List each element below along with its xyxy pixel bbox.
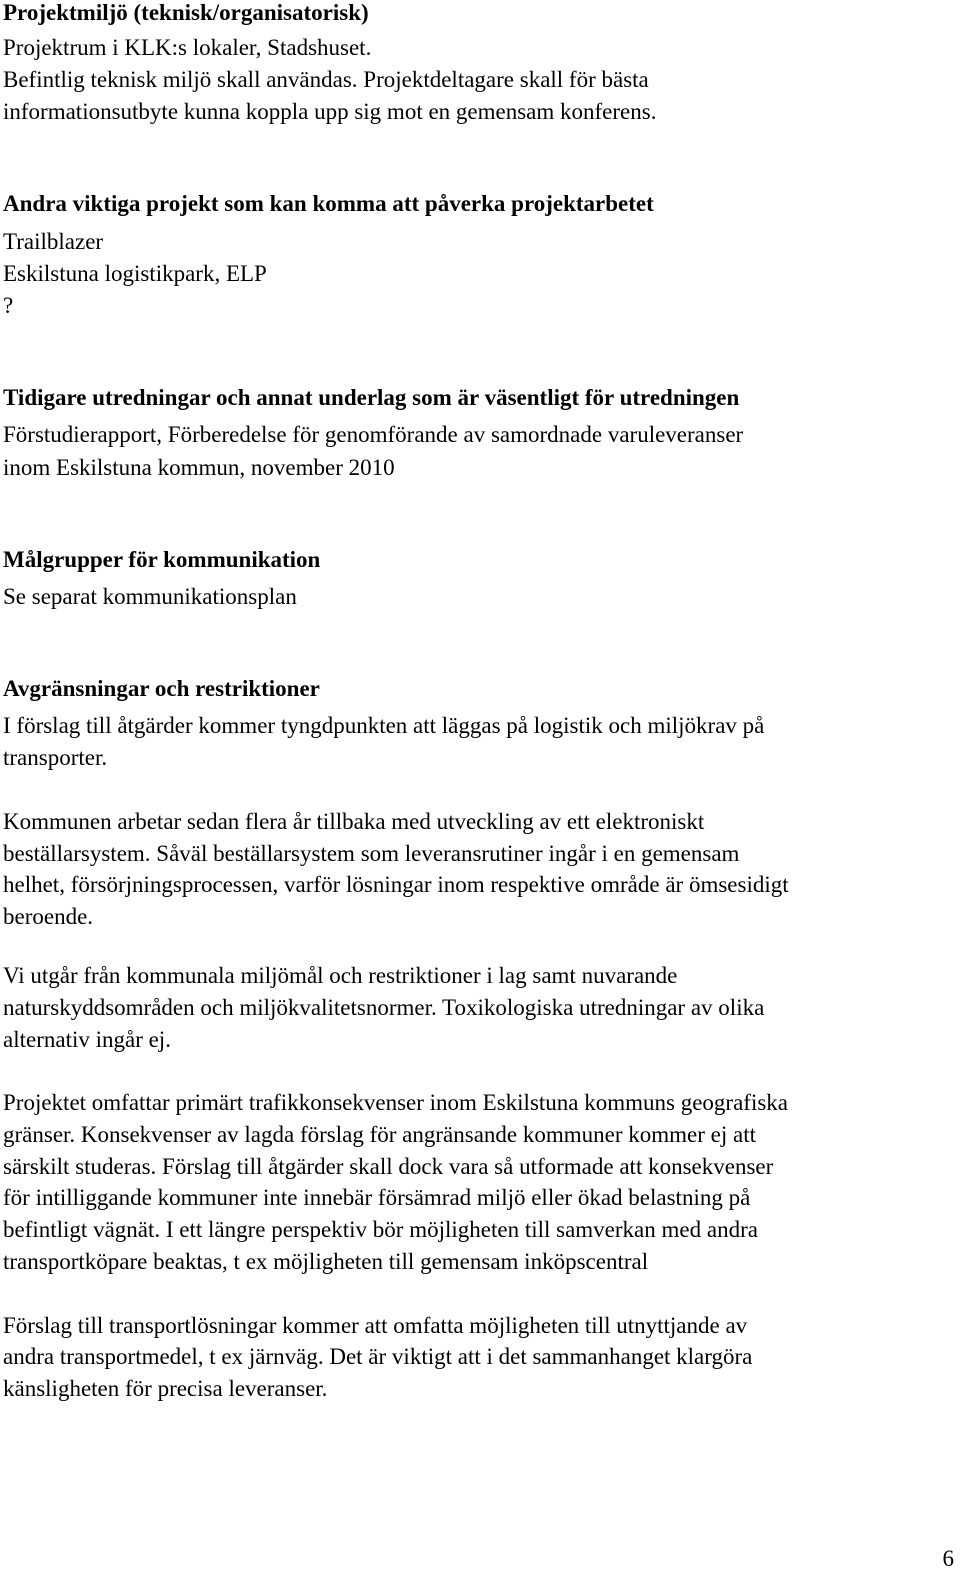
body-line: Projektet omfattar primärt trafikkonsekvenser inom Eskilstuna kommuns geografiska: [3, 1090, 789, 1115]
body-line: transporter.: [3, 745, 108, 770]
body-line: ?: [3, 293, 14, 318]
body-line: befintligt vägnät. I ett längre perspektiv bör möjligheten till samverkan med andra: [3, 1217, 758, 1242]
body-line: andra transportmedel, t ex järnväg. Det är viktigt att i det sammanhanget klargöra: [3, 1344, 753, 1369]
body-line: Trailblazer: [3, 229, 104, 254]
body-line: Se separat kommunikationsplan: [3, 584, 297, 609]
section-heading-projektmiljo: Projektmiljö (teknisk/organisatorisk): [3, 0, 369, 25]
body-line: Vi utgår från kommunala miljömål och restriktioner i lag samt nuvarande: [3, 963, 678, 988]
body-line: Befintlig teknisk miljö skall användas. Projektdeltagare skall för bästa: [3, 67, 649, 92]
body-line: känsligheten för precisa leveranser.: [3, 1376, 328, 1401]
body-line: för intilliggande kommuner inte innebär försämrad miljö eller ökad belastning på: [3, 1185, 751, 1210]
body-line: informationsutbyte kunna koppla upp sig mot en gemensam konferens.: [3, 99, 657, 124]
body-line: beställarsystem. Såväl beställarsystem som leveransrutiner ingår i en gemensam: [3, 841, 740, 866]
body-line: Förstudierapport, Förberedelse för genomförande av samordnade varuleveranser: [3, 422, 744, 447]
body-line: gränser. Konsekvenser av lagda förslag för angränsande kommuner kommer ej att: [3, 1122, 756, 1147]
body-line: Projektrum i KLK:s lokaler, Stadshuset.: [3, 35, 372, 60]
section-heading-avgransningar: Avgränsningar och restriktioner: [3, 676, 320, 701]
section-heading-andra-projekt: Andra viktiga projekt som kan komma att påverka projektarbetet: [3, 191, 654, 216]
page-number: 6: [942, 1546, 954, 1571]
body-line: Eskilstuna logistikpark, ELP: [3, 261, 267, 286]
body-line: beroende.: [3, 904, 94, 929]
section-heading-tidigare-utredningar: Tidigare utredningar och annat underlag som är väsentligt för utredningen: [3, 385, 740, 410]
body-line: helhet, försörjningsprocessen, varför lösningar inom respektive område är ömsesidigt: [3, 872, 789, 897]
body-line: alternativ ingår ej.: [3, 1027, 171, 1052]
section-heading-malgrupper: Målgrupper för kommunikation: [3, 547, 321, 572]
body-line: naturskyddsområden och miljökvalitetsnormer. Toxikologiska utredningar av olika: [3, 995, 765, 1020]
body-line: transportköpare beaktas, t ex möjligheten till gemensam inköpscentral: [3, 1249, 649, 1274]
body-line: inom Eskilstuna kommun, november 2010: [3, 455, 395, 480]
body-line: Förslag till transportlösningar kommer att omfatta möjligheten till utnyttjande av: [3, 1313, 748, 1338]
body-line: I förslag till åtgärder kommer tyngdpunkten att läggas på logistik och miljökrav på: [3, 713, 765, 738]
body-line: särskilt studeras. Förslag till åtgärder skall dock vara så utformade att konsekvenser: [3, 1154, 774, 1179]
body-line: Kommunen arbetar sedan flera år tillbaka med utveckling av ett elektroniskt: [3, 809, 705, 834]
